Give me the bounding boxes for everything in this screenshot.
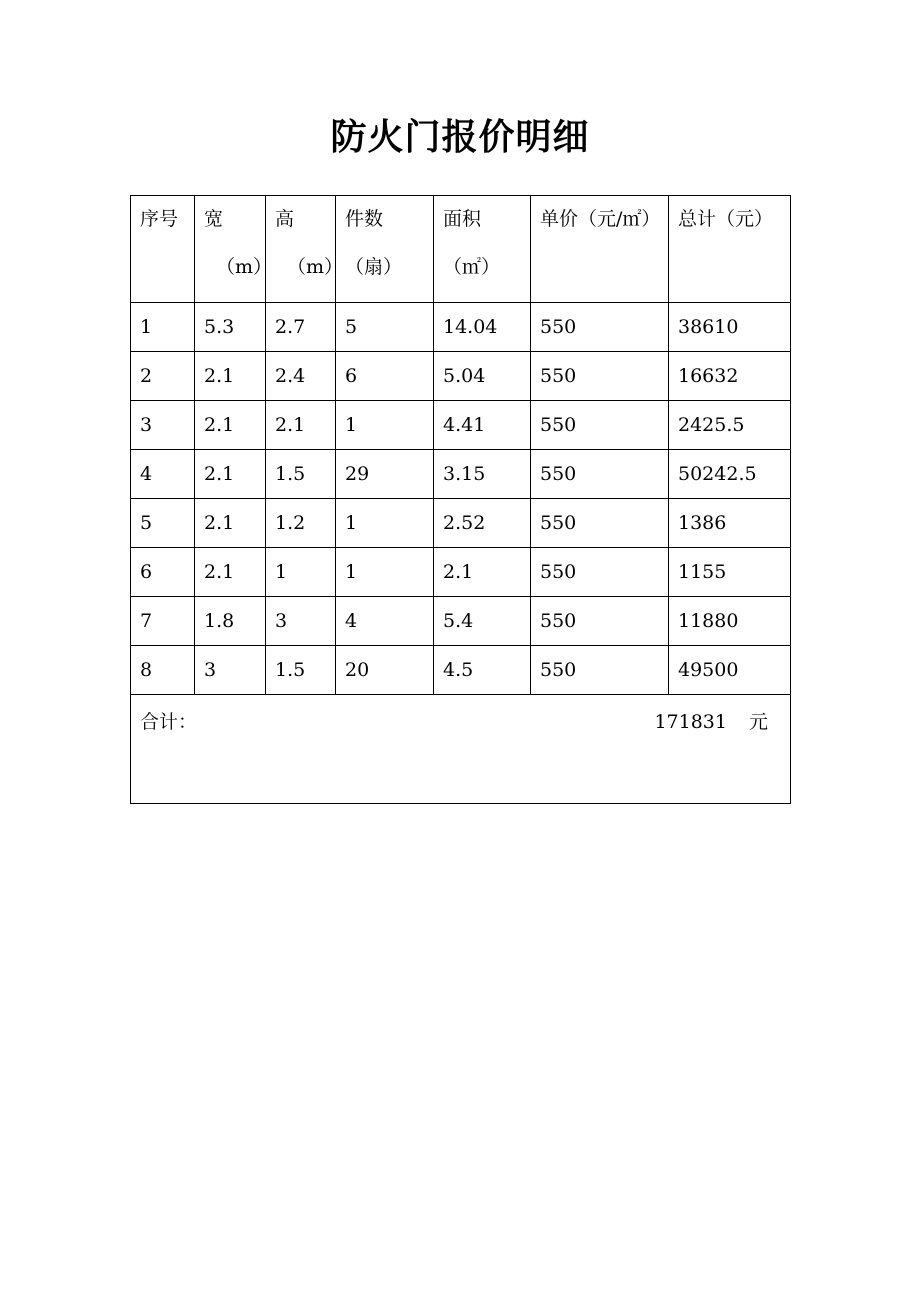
cell-index: 5 [131, 499, 195, 548]
cell-quantity: 1 [336, 499, 434, 548]
cell-width: 5.3 [195, 303, 266, 352]
cell-total: 2425.5 [669, 401, 791, 450]
cell-width: 2.1 [195, 450, 266, 499]
cell-height: 3 [266, 597, 336, 646]
cell-area: 14.04 [434, 303, 531, 352]
table-header-row [131, 196, 791, 303]
cell-unit-price: 550 [531, 597, 669, 646]
cell-quantity: 1 [336, 548, 434, 597]
cell-quantity: 6 [336, 352, 434, 401]
cell-unit-price: 550 [531, 646, 669, 695]
total-value [654, 707, 790, 734]
header-cell-width: 宽 （m） [195, 196, 266, 303]
cell-total: 1386 [669, 499, 791, 548]
table-row [131, 352, 791, 401]
cell-total: 49500 [669, 646, 791, 695]
total-row [131, 695, 791, 804]
cell-area: 4.41 [434, 401, 531, 450]
header-cell-quantity: 件数 （扇） [336, 196, 434, 303]
cell-quantity: 20 [336, 646, 434, 695]
cell-width: 2.1 [195, 499, 266, 548]
cell-area: 2.1 [434, 548, 531, 597]
table-row [131, 401, 791, 450]
cell-height: 1.5 [266, 450, 336, 499]
table-row [131, 597, 791, 646]
cell-total: 11880 [669, 597, 791, 646]
total-amount: 171831 [654, 711, 727, 733]
cell-height: 2.7 [266, 303, 336, 352]
header-cell-total: 总计（元） [669, 196, 791, 303]
table-row [131, 450, 791, 499]
cell-quantity: 1 [336, 401, 434, 450]
cell-index: 4 [131, 450, 195, 499]
cell-total: 16632 [669, 352, 791, 401]
cell-total: 1155 [669, 548, 791, 597]
header-cell-index: 序号 [131, 196, 195, 303]
cell-width: 2.1 [195, 548, 266, 597]
header-cell-area: 面积 （㎡） [434, 196, 531, 303]
document-title: 防火门报价明细 [330, 116, 590, 158]
cell-unit-price: 550 [531, 548, 669, 597]
cell-quantity: 4 [336, 597, 434, 646]
header-cell-height: 高 （m） [266, 196, 336, 303]
cell-height: 1.2 [266, 499, 336, 548]
cell-unit-price: 550 [531, 499, 669, 548]
cell-unit-price: 550 [531, 401, 669, 450]
cell-unit-price: 550 [531, 450, 669, 499]
cell-index: 8 [131, 646, 195, 695]
cell-area: 2.52 [434, 499, 531, 548]
cell-unit-price: 550 [531, 352, 669, 401]
cell-index: 7 [131, 597, 195, 646]
cell-area: 3.15 [434, 450, 531, 499]
cell-height: 1.5 [266, 646, 336, 695]
cell-quantity: 5 [336, 303, 434, 352]
total-unit: 元 [748, 711, 768, 733]
table-row [131, 499, 791, 548]
cell-width: 1.8 [195, 597, 266, 646]
cell-index: 2 [131, 352, 195, 401]
cell-area: 5.04 [434, 352, 531, 401]
total-cell [131, 695, 791, 804]
cell-quantity: 29 [336, 450, 434, 499]
cell-total: 50242.5 [669, 450, 791, 499]
header-cell-unit-price: 单价（元/㎡） [531, 196, 669, 303]
cell-width: 2.1 [195, 352, 266, 401]
quote-table [130, 195, 791, 804]
total-label: 合计： [140, 711, 198, 733]
cell-height: 1 [266, 548, 336, 597]
table-row [131, 548, 791, 597]
cell-height: 2.1 [266, 401, 336, 450]
table-row [131, 646, 791, 695]
cell-width: 3 [195, 646, 266, 695]
cell-width: 2.1 [195, 401, 266, 450]
cell-total: 38610 [669, 303, 791, 352]
cell-area: 5.4 [434, 597, 531, 646]
table-row [131, 303, 791, 352]
cell-area: 4.5 [434, 646, 531, 695]
cell-index: 3 [131, 401, 195, 450]
cell-height: 2.4 [266, 352, 336, 401]
cell-index: 6 [131, 548, 195, 597]
cell-unit-price: 550 [531, 303, 669, 352]
cell-index: 1 [131, 303, 195, 352]
